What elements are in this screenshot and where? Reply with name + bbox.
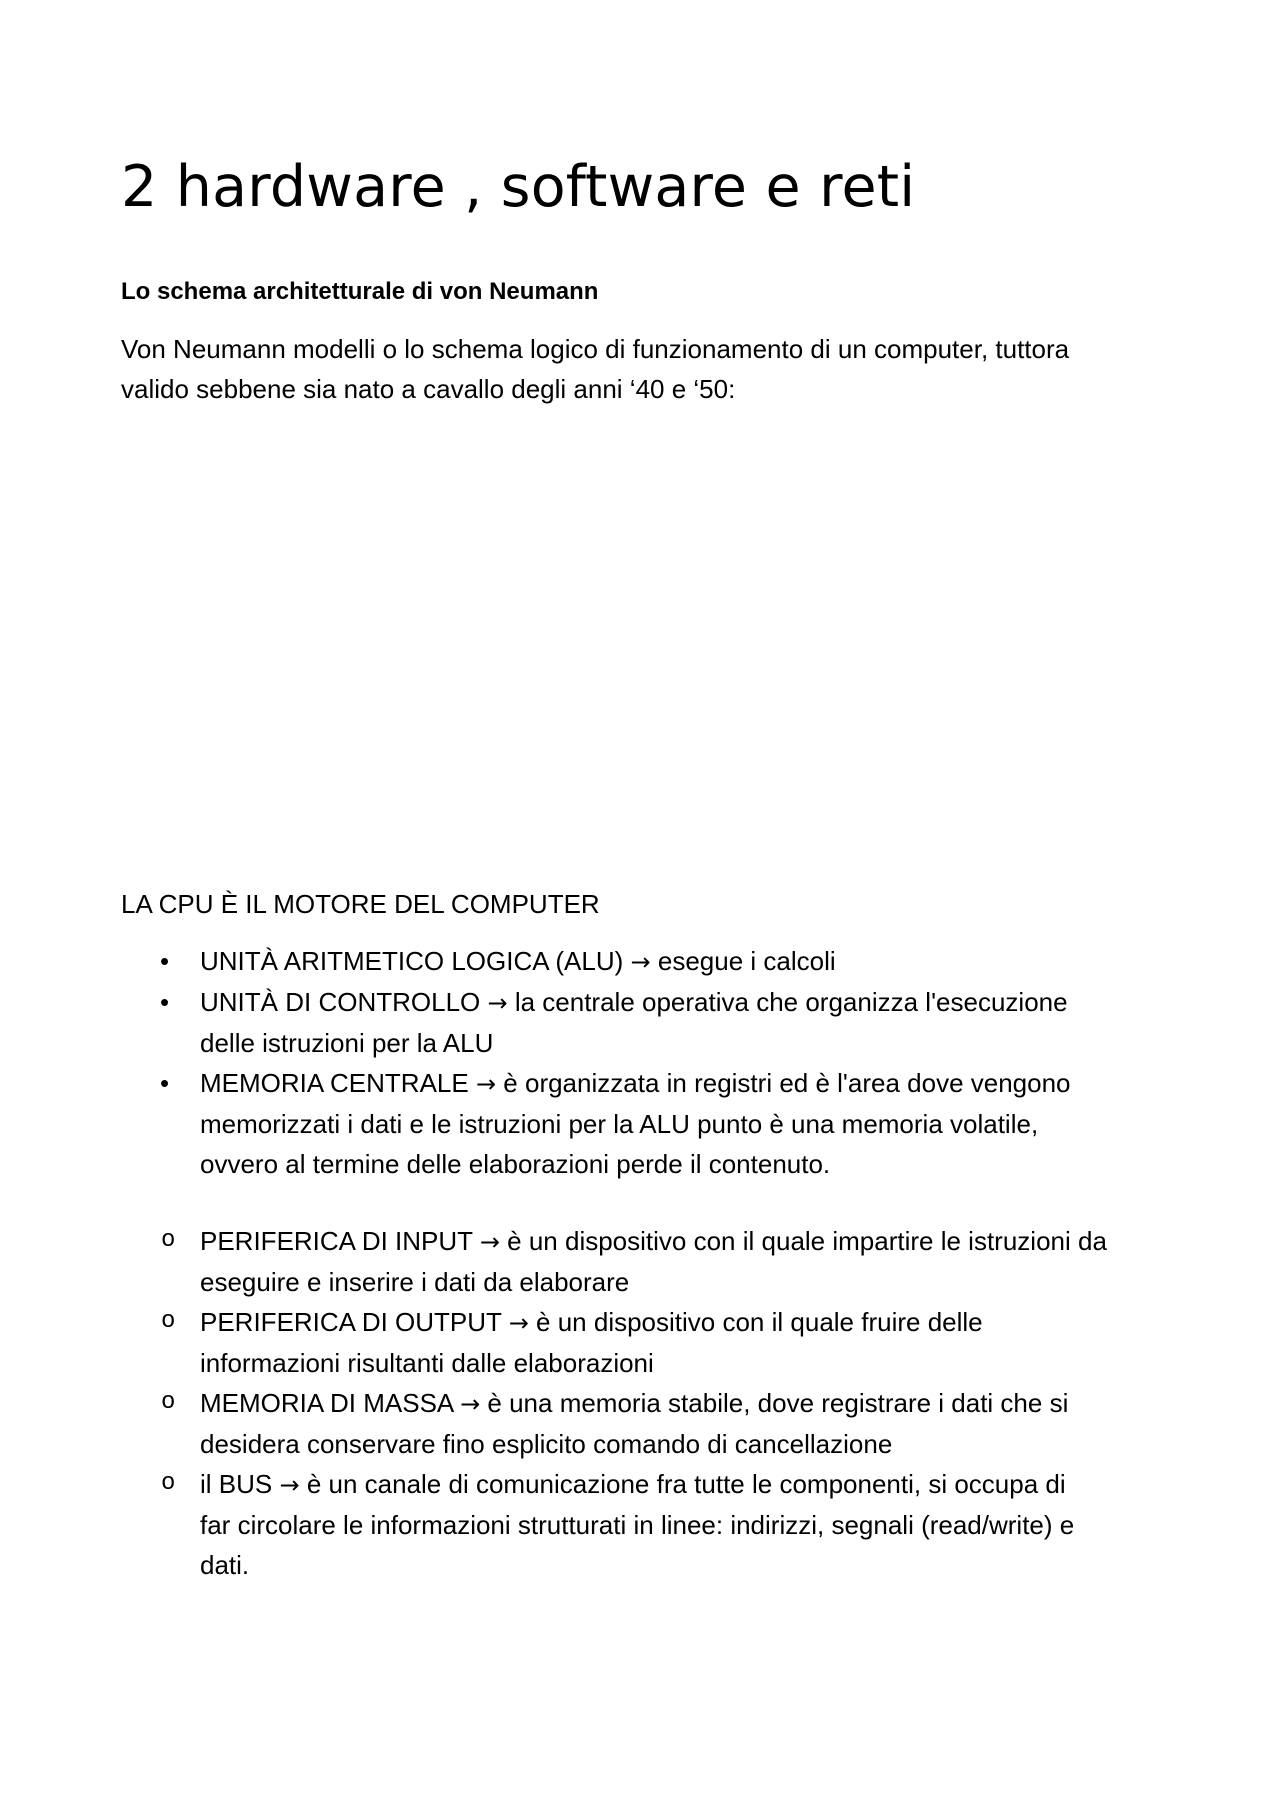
list-item-line [200,1464,1107,1505]
item-term: UNITÀ DI CONTROLLO [200,987,481,1017]
page-title: 2 hardware , software e reti [121,154,916,220]
cpu-components-list [0,941,1071,1184]
list-item-control-unit [0,982,1071,1063]
item-term: MEMORIA CENTRALE [200,1068,469,1098]
bullet-icon: • [160,946,170,976]
list-item-central-memory [0,1063,1071,1184]
arrow-right-icon: → [487,989,508,1017]
list-item-line: desidera conservare fino esplicito comando di cancellazione [200,1429,893,1459]
list-item-line [200,1063,1071,1104]
item-text: è un dispositivo con il quale fruire delle [536,1307,983,1337]
item-term: PERIFERICA DI OUTPUT [200,1307,502,1337]
list-item-input-peripheral [0,1221,1107,1302]
circle-bullet-icon: o [161,1470,176,1497]
intro-line: Von Neumann modelli o lo schema logico di funzionamento di un computer, tuttora [121,334,1070,364]
item-term: PERIFERICA DI INPUT [200,1226,473,1256]
list-item-line [200,1302,1107,1343]
item-text: è un dispositivo con il quale impartire le istruzioni da [507,1226,1107,1256]
item-term: UNITÀ ARITMETICO LOGICA (ALU) [200,946,624,976]
list-item-line: eseguire e inserire i dati da elaborare [200,1267,630,1297]
item-text: esegue i calcoli [657,946,836,976]
item-text: la centrale operativa che organizza l'esecuzione [514,987,1068,1017]
list-item-bus [0,1464,1107,1585]
arrow-right-icon: → [630,948,651,976]
circle-bullet-icon: o [161,1308,176,1335]
bullet-icon: • [160,987,170,1017]
arrow-right-icon: → [475,1070,497,1098]
list-item-line: far circolare le informazioni strutturati in linee: indirizzi, segnali (read/write) e [200,1510,1075,1540]
cpu-heading: LA CPU È IL MOTORE DEL COMPUTER [121,889,600,919]
list-item-line [200,982,1071,1023]
item-text: è organizzata in registri ed è l'area dove vengono [503,1068,1071,1098]
arrow-right-icon: → [460,1390,481,1418]
bullet-icon: • [160,1068,170,1098]
arrow-right-icon: → [508,1309,529,1337]
circle-bullet-icon: o [161,1389,176,1416]
arrow-right-icon: → [279,1471,300,1499]
intro-line: valido sebbene sia nato a cavallo degli anni ‘40 e ‘50: [121,374,736,404]
list-item-line: dati. [200,1550,250,1580]
item-term: il BUS [200,1469,273,1499]
circle-bullet-icon: o [161,1227,176,1254]
section-subheading: Lo schema architetturale di von Neumann [121,278,599,305]
list-item-line [200,1221,1107,1262]
list-item-line: ovvero al termine delle elaborazioni perde il contenuto. [200,1149,831,1179]
item-text: è una memoria stabile, dove registrare i dati che si [487,1388,1069,1418]
item-term: MEMORIA DI MASSA [200,1388,453,1418]
intro-paragraph [121,329,1161,409]
list-item-mass-memory [0,1383,1107,1464]
list-item-line [200,1383,1107,1424]
arrow-right-icon: → [479,1228,500,1256]
list-item-line: delle istruzioni per la ALU [200,1028,494,1058]
list-item-line: memorizzati i dati e le istruzioni per la ALU punto è una memoria volatile, [200,1109,1039,1139]
list-item-alu [0,941,1071,982]
list-item-line [200,941,1071,982]
list-item-output-peripheral [0,1302,1107,1383]
item-text: è un canale di comunicazione fra tutte le componenti, si occupa di [306,1469,1066,1499]
peripherals-list [0,1221,1107,1585]
list-item-line: informazioni risultanti dalle elaborazioni [200,1348,654,1378]
